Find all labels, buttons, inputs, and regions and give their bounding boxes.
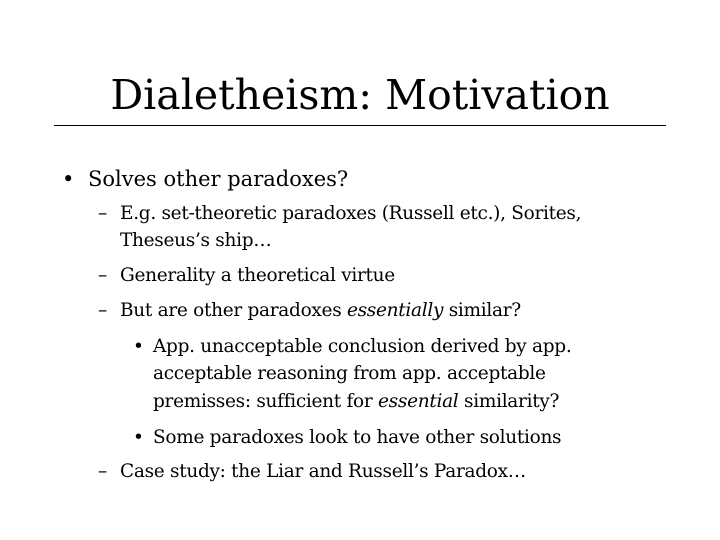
dash-icon: –	[98, 300, 107, 321]
sub-item-generality: Generality a theoretical virtue	[120, 265, 395, 286]
sub-item-essentially-similar	[120, 299, 521, 323]
bullet-icon: •	[133, 336, 144, 357]
sub-sub-item-app-line-2: acceptable reasoning from app. acceptable	[153, 363, 546, 384]
text-run: premisses: sufficient for	[153, 391, 379, 412]
sub-sub-item-app-line-1: App. unacceptable conclusion derived by app.	[153, 336, 572, 357]
emphasis-text: essentially	[346, 300, 444, 321]
sub-item-examples-line-2: Theseus’s ship…	[120, 230, 272, 251]
text-run: But are other paradoxes	[120, 300, 347, 321]
bullet-icon: •	[62, 167, 75, 191]
emphasis-text: essential	[378, 391, 459, 412]
text-run: similarity?	[458, 391, 560, 412]
sub-item-examples-line-1: E.g. set-theoretic paradoxes (Russell etc.), Sorites,	[120, 203, 582, 224]
dash-icon: –	[98, 265, 107, 286]
slide-title: Dialetheism: Motivation	[110, 71, 610, 119]
title-divider	[54, 125, 666, 126]
dash-icon: –	[98, 461, 107, 482]
dash-icon: –	[98, 203, 107, 224]
bullet-icon: •	[133, 427, 144, 448]
sub-sub-item-app-line-3	[153, 390, 559, 414]
sub-item-case-study: Case study: the Liar and Russell’s Paradox…	[120, 461, 526, 482]
sub-sub-item-other-solutions: Some paradoxes look to have other solutions	[153, 427, 562, 448]
text-run: similar?	[443, 300, 521, 321]
bullet-solves-other-paradoxes: Solves other paradoxes?	[88, 167, 349, 191]
